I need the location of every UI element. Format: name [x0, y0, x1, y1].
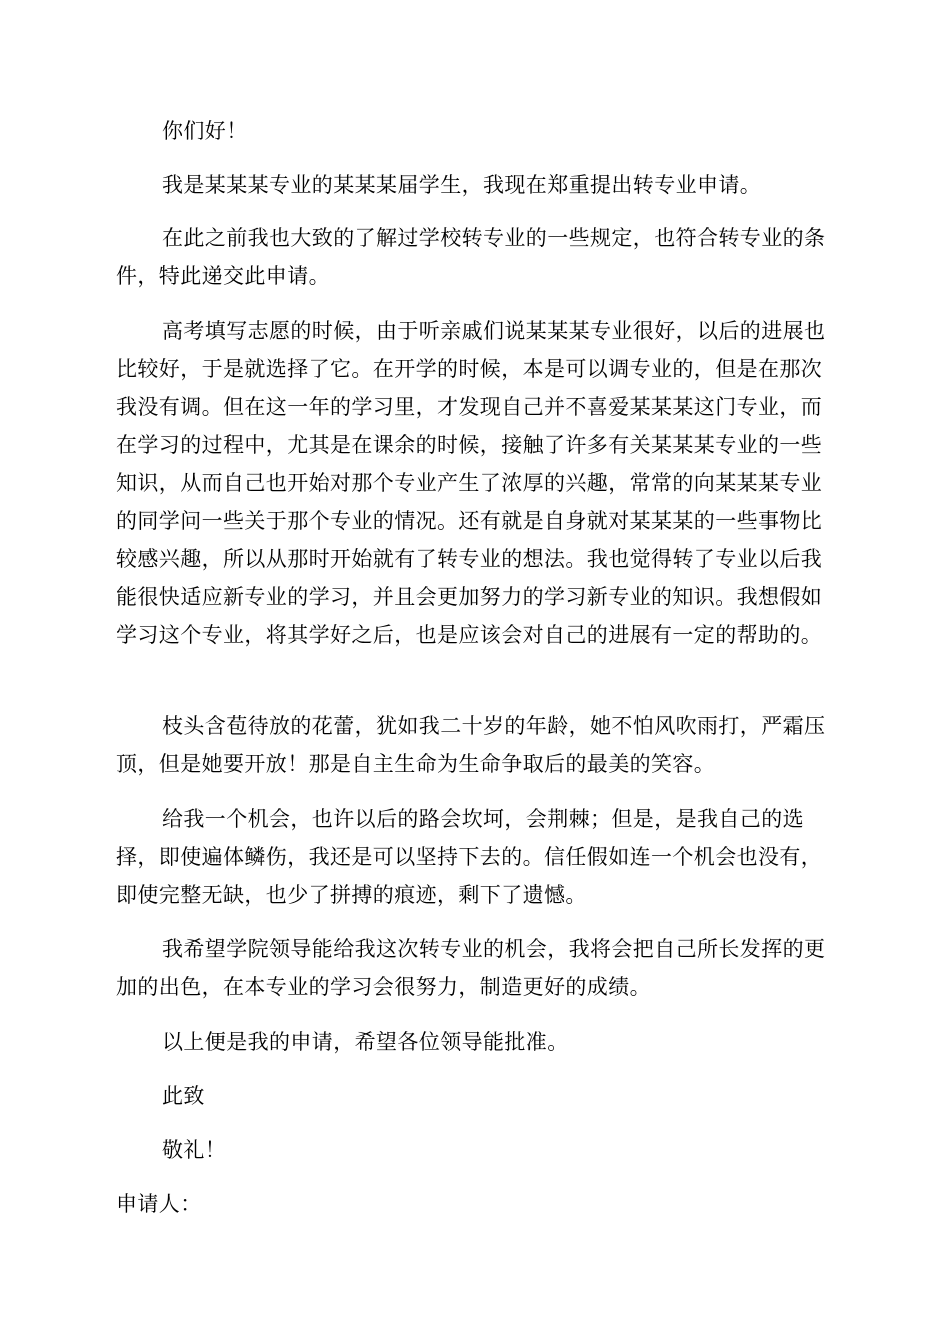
signature-label: 申请人：	[116, 1192, 202, 1216]
paragraph-hope: 我希望学院领导能给我这次转专业的机会，我将会把自己所长发挥的更加的出色，在本专业的学习会很努力，制造更好的成绩。	[116, 937, 826, 999]
greeting: 你们好！	[162, 119, 248, 143]
paragraph-metaphor: 枝头含苞待放的花蕾，犹如我二十岁的年龄，她不怕风吹雨打，严霜压顶，但是她要开放！那是自主生命为生命争取后的最美的笑容。	[116, 714, 826, 776]
paragraph-regulations: 在此之前我也大致的了解过学校转专业的一些规定，也符合转专业的条件，特此递交此申请。	[116, 226, 826, 288]
salutation-cizhi: 此致	[162, 1084, 205, 1108]
paragraph-reasons: 高考填写志愿的时候，由于听亲戚们说某某某专业很好，以后的进展也比较好，于是就选择了它。在开学的时候，本是可以调专业的，但是在那次我没有调。但在这一年的学习里，才发现自己并不喜爱某某某这门专业，而在学习的过程中，尤其是在课余的时候，接触了许多有关某某某专业的一些知识，从而自己也开始对那个专业产生了浓厚的兴趣，常常的向某某某专业的同学问一些关于那个专业的情况。还有就是自身就对某某某的一些事物比较感兴趣，所以从那时开始就有了转专业的想法。我也觉得转了专业以后我能很快适应新专业的学习，并且会更加努力的学习新专业的知识。我想假如学习这个专业，将其学好之后，也是应该会对自己的进展有一定的帮助的。	[116, 319, 826, 647]
paragraph-chance: 给我一个机会，也许以后的路会坎坷，会荆棘；但是，是我自己的选择，即使遍体鳞伤，我还是可以坚持下去的。信任假如连一个机会也没有，即使完整无缺，也少了拼搏的痕迹，剩下了遗憾。	[116, 807, 823, 907]
salutation-jingli: 敬礼！	[162, 1138, 227, 1162]
paragraph-closing: 以上便是我的申请，希望各位领导能批准。	[162, 1030, 569, 1054]
paragraph-intro: 我是某某某专业的某某某届学生，我现在郑重提出转专业申请。	[162, 173, 762, 197]
